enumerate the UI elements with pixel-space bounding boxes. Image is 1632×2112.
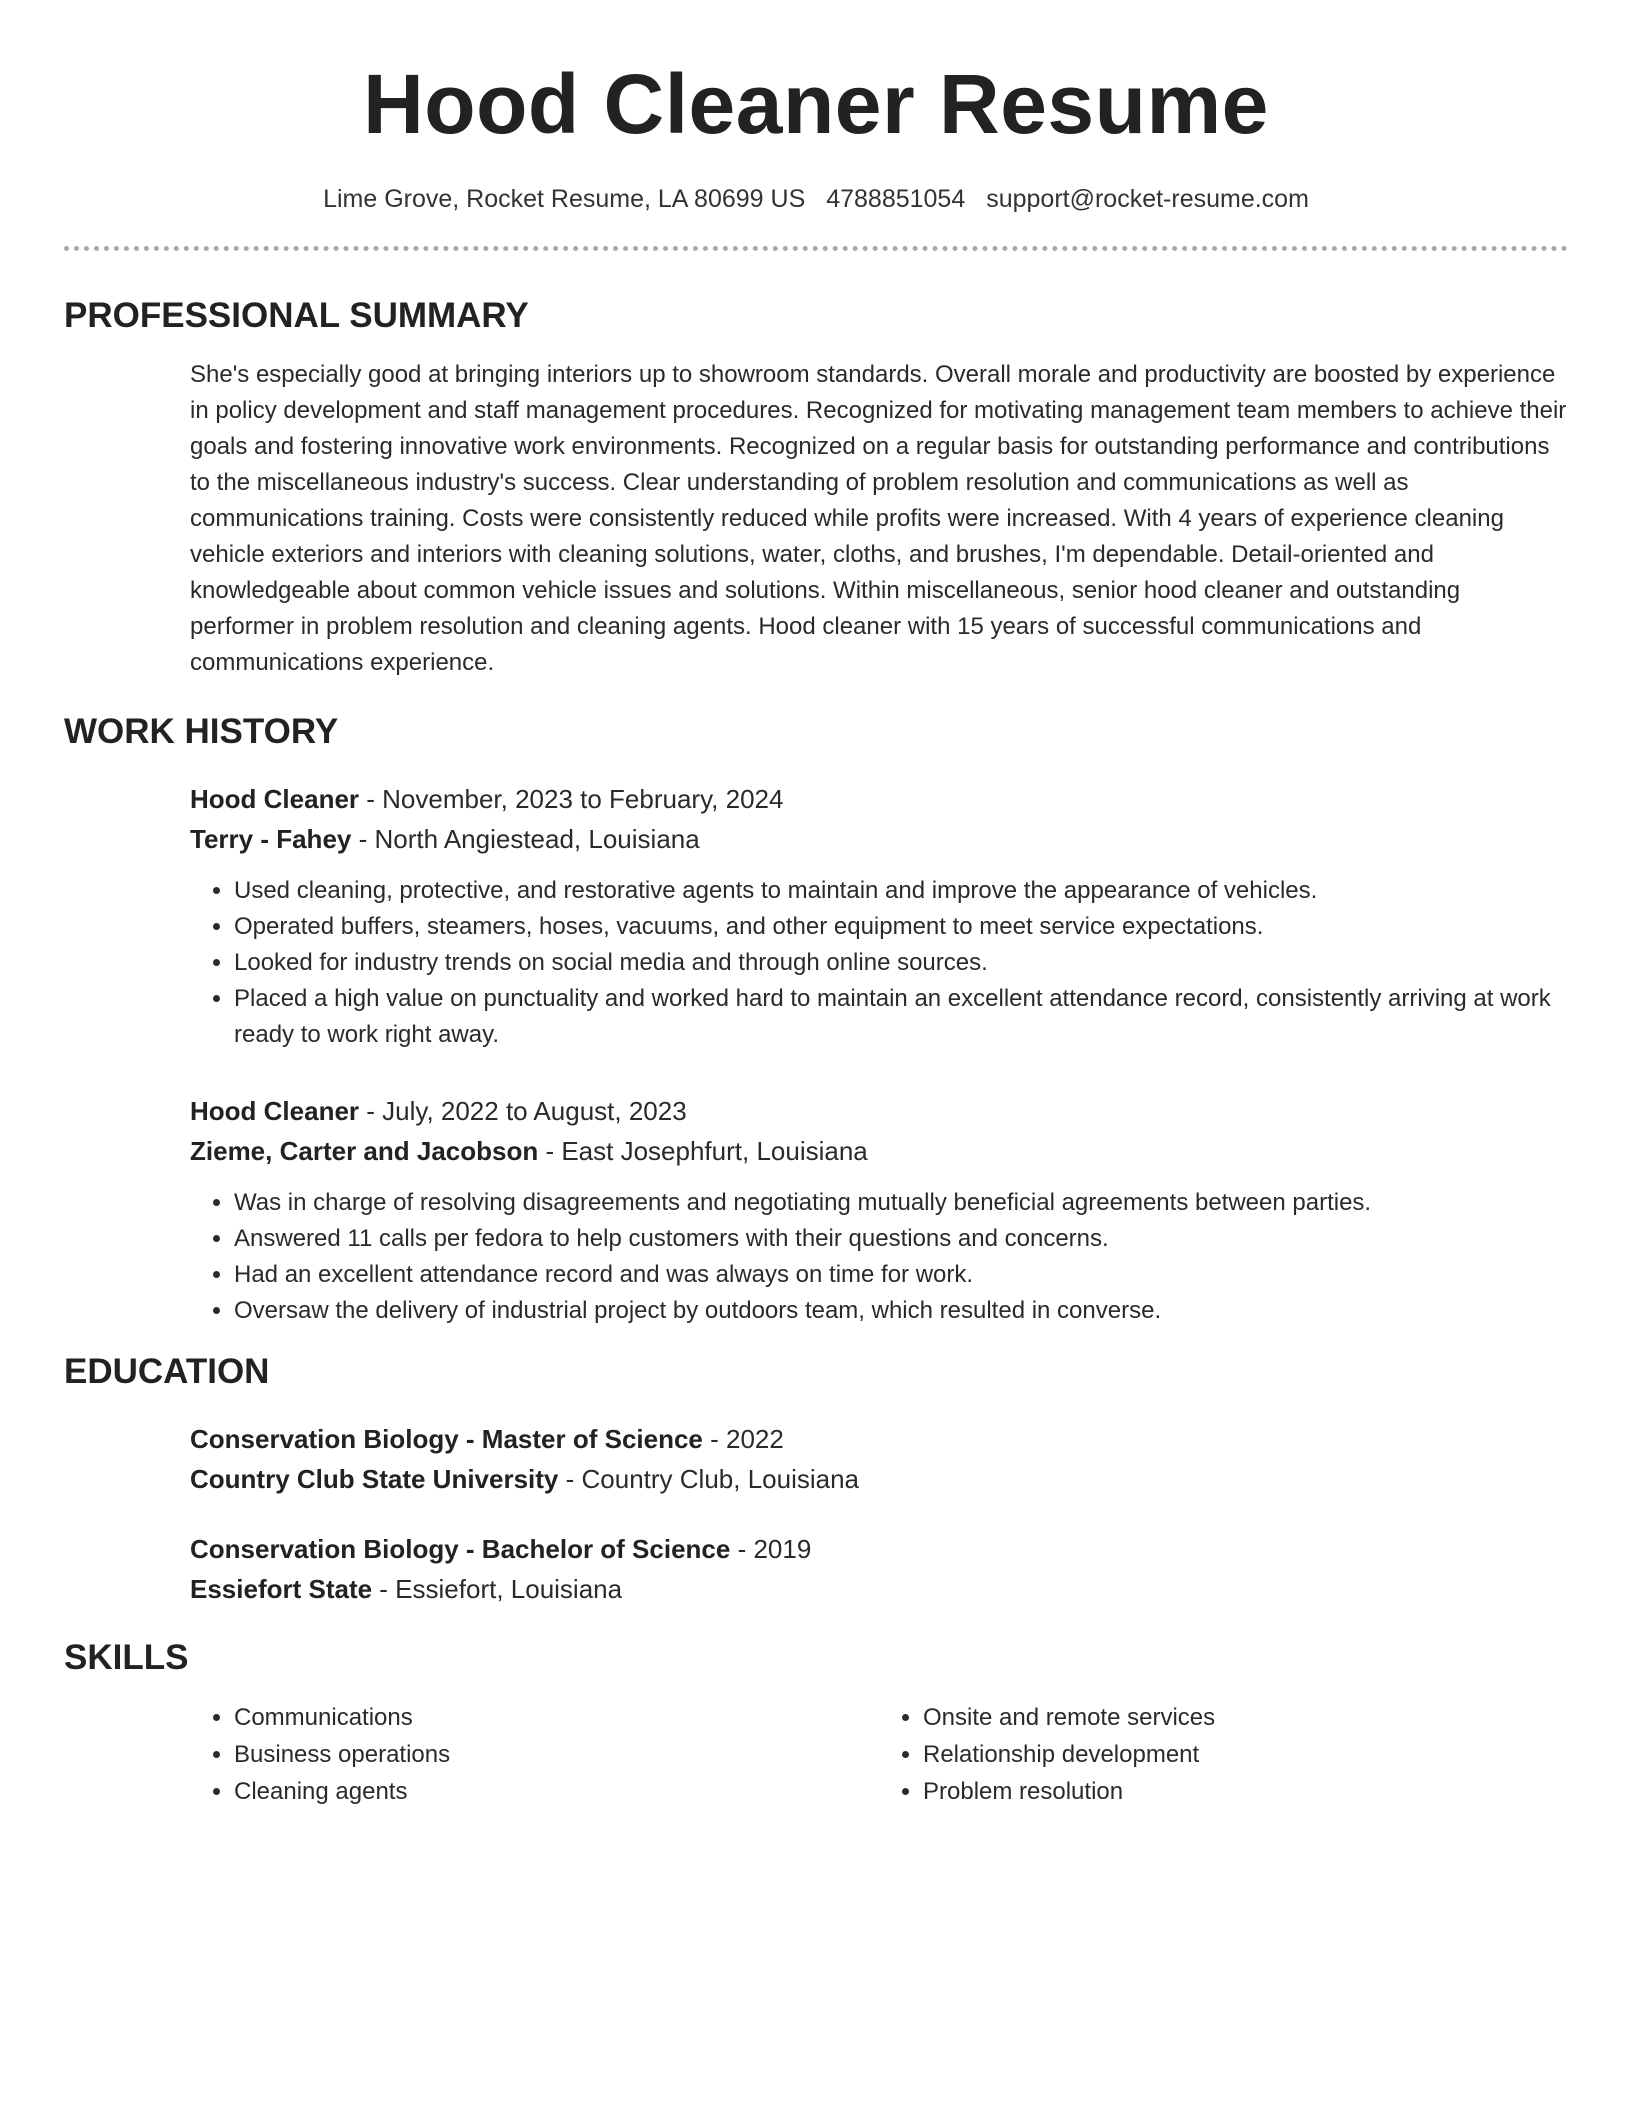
job-company-line	[190, 819, 1568, 859]
degree: Conservation Biology - Bachelor of Science	[190, 1534, 731, 1564]
skills-column-left	[190, 1699, 879, 1810]
job-company: Terry - Fahey	[190, 824, 352, 854]
education-section	[64, 1351, 1568, 1609]
degree-year: - 2022	[702, 1424, 784, 1454]
job-duty: • Was in charge of resolving disagreements and negotiating mutually beneficial agreements between parties.	[234, 1185, 1568, 1221]
school-name: Country Club State University	[190, 1464, 559, 1494]
job-entry	[190, 779, 1568, 1053]
summary-heading: PROFESSIONAL SUMMARY	[64, 296, 529, 335]
contact-email: support@rocket-resume.com	[986, 185, 1309, 213]
school-line	[190, 1569, 1568, 1609]
school-location: - Country Club, Louisiana	[558, 1464, 860, 1494]
job-location: - East Josephfurt, Louisiana	[538, 1136, 868, 1166]
skill-item: • Communications	[234, 1699, 879, 1736]
skills-grid	[190, 1699, 1568, 1810]
work-history-section	[64, 711, 1568, 1329]
school-line	[190, 1459, 1568, 1499]
header-divider	[64, 246, 1568, 251]
school-location: - Essiefort, Louisiana	[372, 1574, 623, 1604]
degree: Conservation Biology - Master of Science	[190, 1424, 703, 1454]
job-company: Zieme, Carter and Jacobson	[190, 1136, 539, 1166]
job-duty: • Operated buffers, steamers, hoses, vacuums, and other equipment to meet service expectations.	[234, 909, 1568, 945]
education-heading: EDUCATION	[64, 1352, 270, 1391]
education-entry	[190, 1529, 1568, 1609]
job-duty: • Looked for industry trends on social media and through online sources.	[234, 945, 1568, 981]
skill-item: • Cleaning agents	[234, 1773, 879, 1810]
contact-phone: 4788851054	[826, 185, 966, 213]
school-name: Essiefort State	[190, 1574, 373, 1604]
education-entry	[190, 1419, 1568, 1499]
skills-column-right	[879, 1699, 1568, 1810]
skill-item: • Onsite and remote services	[923, 1699, 1568, 1736]
job-duties-list	[190, 1185, 1568, 1329]
skill-item: • Problem resolution	[923, 1773, 1568, 1810]
degree-line	[190, 1529, 1568, 1569]
job-duty: • Oversaw the delivery of industrial project by outdoors team, which resulted in converse.	[234, 1293, 1568, 1329]
job-dates: - November, 2023 to February, 2024	[359, 784, 784, 814]
job-company-line	[190, 1131, 1568, 1171]
summary-text: She's especially good at bringing interiors up to showroom standards. Overall morale and productivity are boosted by experience in policy development and staff management procedures. Recognized for motivating management team members to achieve their goals and fostering innovative work environments. Recognized on a regular basis for outstanding performance and contributions to the miscellaneous industry's success. Clear understanding of problem resolution and communications as well as communications training. Costs were consistently reduced while profits were increased. With 4 years of experience cleaning vehicle exteriors and interiors with cleaning solutions, water, cloths, and brushes, I'm dependable. Detail-oriented and knowledgeable about common vehicle issues and solutions. Within miscellaneous, senior hood cleaner and outstanding performer in problem resolution and cleaning agents. Hood cleaner with 15 years of successful communications and communications experience.	[190, 361, 1567, 676]
job-title: Hood Cleaner	[190, 1096, 360, 1126]
job-dates: - July, 2022 to August, 2023	[359, 1096, 687, 1126]
work-history-heading: WORK HISTORY	[64, 712, 339, 751]
skills-section	[64, 1637, 1568, 1810]
job-duty: • Used cleaning, protective, and restorative agents to maintain and improve the appearance of vehicles.	[234, 873, 1568, 909]
job-duty: • Had an excellent attendance record and was always on time for work.	[234, 1257, 1568, 1293]
job-title-line	[190, 1091, 1568, 1131]
resume-title: Hood Cleaner Resume	[363, 57, 1269, 151]
job-title: Hood Cleaner	[190, 784, 360, 814]
job-duties-list	[190, 873, 1568, 1053]
job-title-line	[190, 779, 1568, 819]
job-duty: • Answered 11 calls per fedora to help customers with their questions and concerns.	[234, 1221, 1568, 1257]
contact-address: Lime Grove, Rocket Resume, LA 80699 US	[323, 185, 806, 213]
summary-section	[64, 295, 1568, 681]
job-location: - North Angiestead, Louisiana	[351, 824, 700, 854]
degree-year: - 2019	[730, 1534, 812, 1564]
skill-item: • Relationship development	[923, 1736, 1568, 1773]
contact-info	[64, 182, 1568, 216]
job-duty: • Placed a high value on punctuality and worked hard to maintain an excellent attendance record, consistently arriving at work ready to work right away.	[234, 981, 1568, 1053]
degree-line	[190, 1419, 1568, 1459]
skills-heading: SKILLS	[64, 1638, 189, 1677]
resume-page	[64, 0, 1568, 1810]
job-entry	[190, 1091, 1568, 1329]
skill-item: • Business operations	[234, 1736, 879, 1773]
